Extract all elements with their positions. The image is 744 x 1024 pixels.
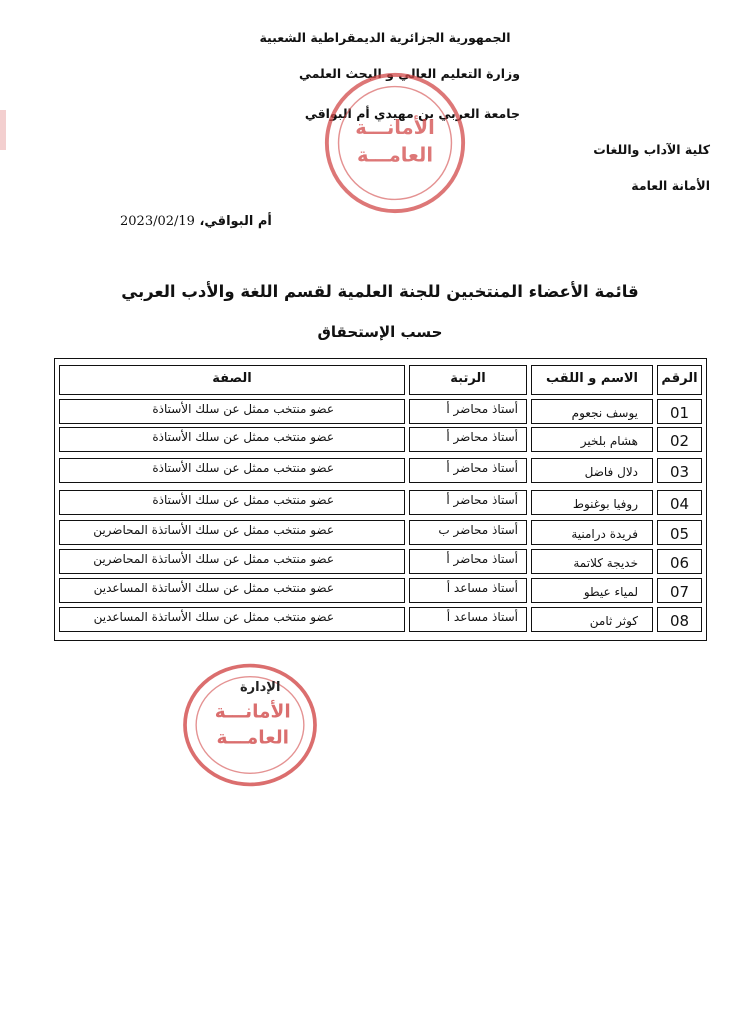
row-8-role: عضو منتخب ممثل عن سلك الأساتذة المساعدين [59, 607, 405, 632]
row-8-no: 08 [657, 607, 702, 632]
document-title: قائمة الأعضاء المنتخبين للجنة العلمية لقسم اللغة والأدب العربي [121, 282, 639, 301]
row-3-role: عضو منتخب ممثل عن سلك الأستاذة [59, 458, 405, 483]
row-4-no: 04 [657, 490, 702, 515]
faculty-name: كلية الآداب واللغات [593, 142, 710, 157]
date-place: أم البواقي، [199, 214, 272, 229]
official-stamp [322, 70, 468, 216]
svg-text:العامـــة: العامـــة [216, 727, 290, 749]
row-8-rank: أستاذ مساعد أ [409, 607, 527, 632]
row-1-name: يوسف نجعوم [531, 399, 653, 424]
republic-heading: الجمهورية الجزائرية الديمقراطية الشعبية [259, 30, 511, 45]
members-table [54, 358, 707, 641]
svg-text:الأمانـــة: الأمانـــة [214, 701, 291, 723]
row-6-no: 06 [657, 549, 702, 574]
row-2-role: عضو منتخب ممثل عن سلك الأستاذة [59, 427, 405, 452]
date-value: 2023/02/19 [120, 214, 195, 229]
row-8-name: كوثر ثامن [531, 607, 653, 632]
row-4-role: عضو منتخب ممثل عن سلك الأستاذة [59, 490, 405, 515]
row-7-role: عضو منتخب ممثل عن سلك الأساتذة المساعدين [59, 578, 405, 603]
row-4-name: روفيا بوغنوط [531, 490, 653, 515]
row-2-name: هشام بلخير [531, 427, 653, 452]
row-5-rank: أستاذ محاضر ب [409, 520, 527, 545]
signature-label: الإدارة [240, 680, 281, 695]
date-line [120, 214, 272, 229]
header-no: الرقم [657, 365, 702, 395]
svg-text:الأمانـــة: الأمانـــة [355, 116, 435, 140]
svg-text:العامـــة: العامـــة [356, 143, 434, 167]
university-heading: جامعة العربي بن مهيدي أم البواقي [304, 106, 520, 121]
row-4-rank: أستاذ محاضر أ [409, 490, 527, 515]
header-rank: الرتبة [409, 365, 527, 395]
row-3-rank: أستاذ محاضر أ [409, 458, 527, 483]
row-1-rank: أستاذ محاضر أ [409, 399, 527, 424]
header-name: الاسم و اللقب [531, 365, 653, 395]
row-2-no: 02 [657, 427, 702, 452]
row-3-no: 03 [657, 458, 702, 483]
document-subtitle: حسب الإستحقاق [317, 323, 443, 341]
row-6-name: خديجة كلاتمة [531, 549, 653, 574]
row-6-rank: أستاذ محاضر أ [409, 549, 527, 574]
row-5-role: عضو منتخب ممثل عن سلك الأساتذة المحاضرين [59, 520, 405, 545]
row-7-name: لمياء عيطو [531, 578, 653, 603]
row-7-rank: أستاذ مساعد أ [409, 578, 527, 603]
header-role: الصفة [59, 365, 405, 395]
row-5-name: فريدة درامنية [531, 520, 653, 545]
row-7-no: 07 [657, 578, 702, 603]
row-1-no: 01 [657, 399, 702, 424]
row-3-name: دلال فاضل [531, 458, 653, 483]
office-name: الأمانة العامة [631, 178, 710, 193]
row-6-role: عضو منتخب ممثل عن سلك الأساتذة المحاضرين [59, 549, 405, 574]
scan-edge-mark [0, 110, 6, 150]
row-1-role: عضو منتخب ممثل عن سلك الأستاذة [59, 399, 405, 424]
row-5-no: 05 [657, 520, 702, 545]
ministry-heading: وزارة التعليم العالي و البحث العلمي [298, 66, 520, 81]
row-2-rank: أستاذ محاضر أ [409, 427, 527, 452]
